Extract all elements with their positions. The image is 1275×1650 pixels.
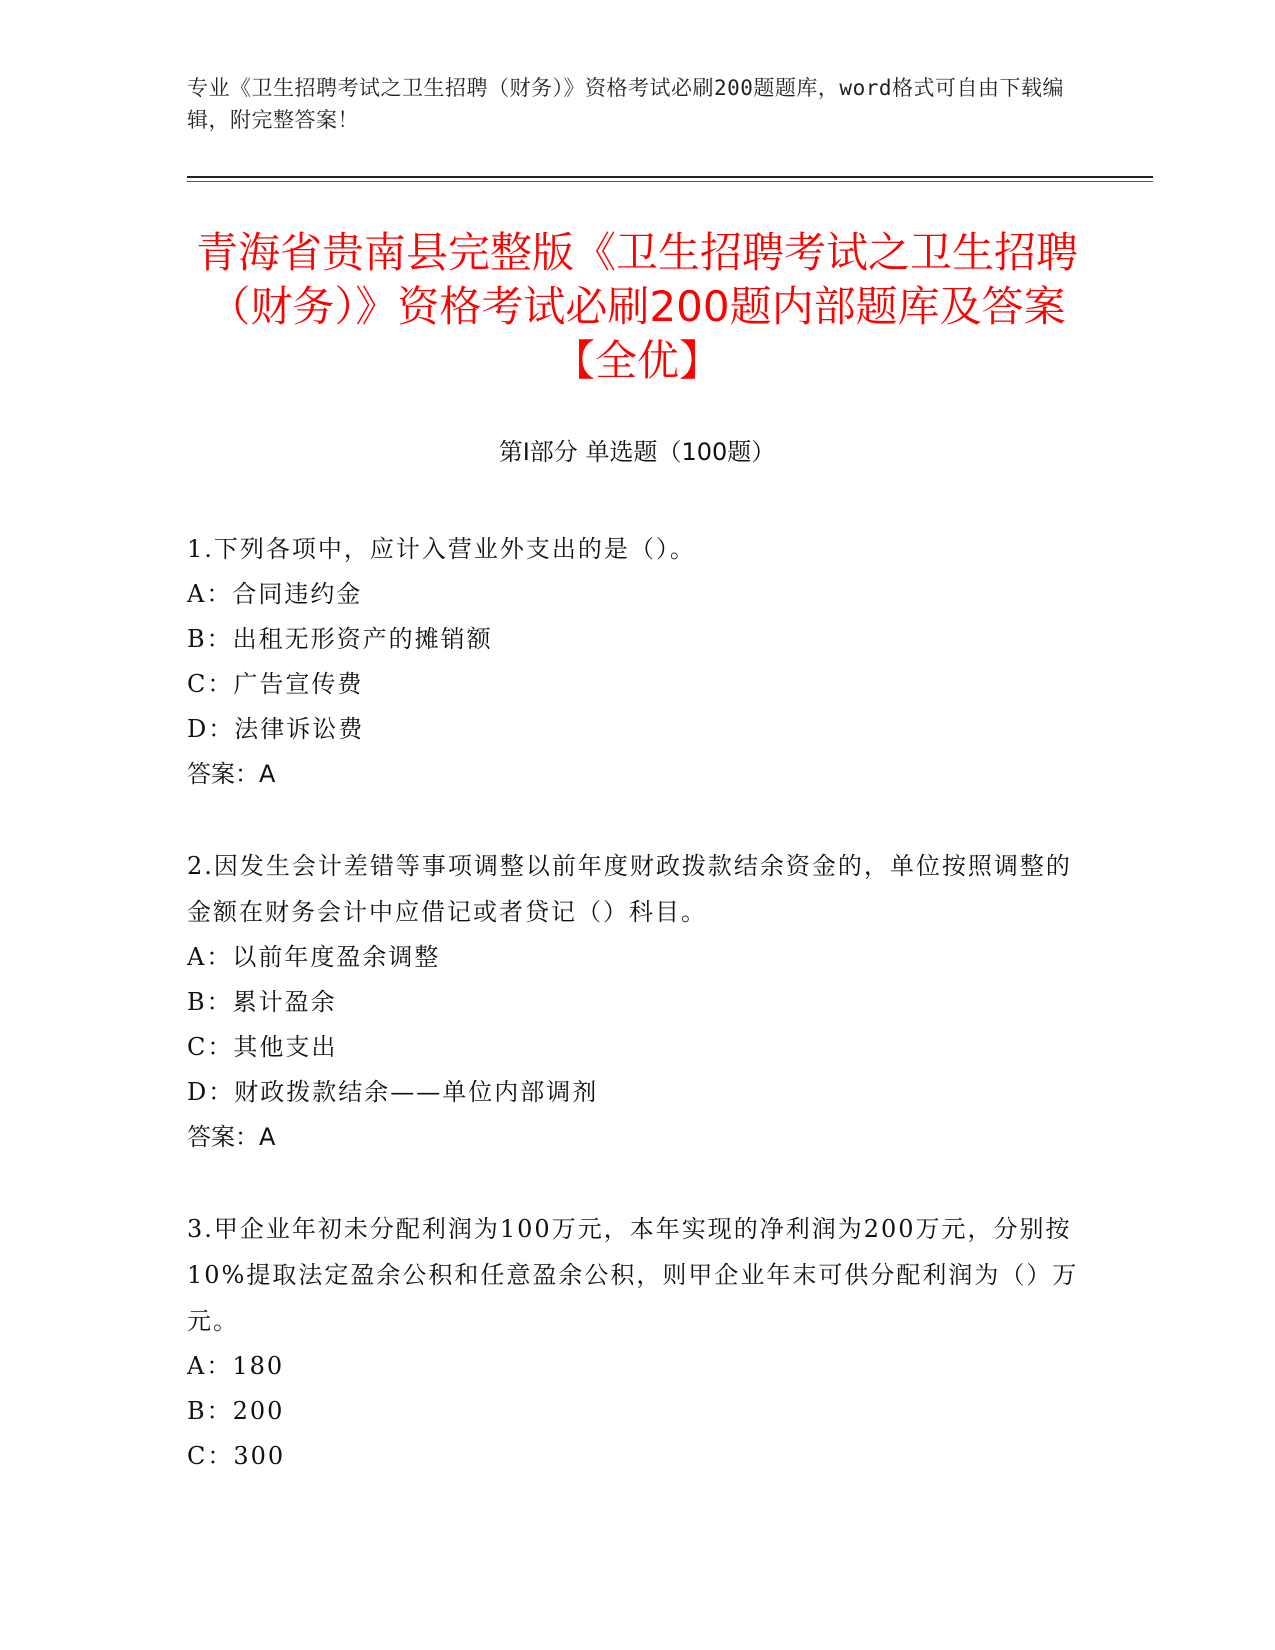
question-stem: 2.因发生会计差错等事项调整以前年度财政拨款结余资金的，单位按照调整的金额在财务会计中应借记或者贷记（）科目。 (187, 852, 1072, 926)
option-b: B：200 (187, 1397, 285, 1425)
question-list (187, 526, 1087, 1525)
question-stem: 3.甲企业年初未分配利润为100万元，本年实现的净利润为200万元，分别按10%提取法定盈余公积和任意盈余公积，则甲企业年末可供分配利润为（）万元。 (187, 1215, 1079, 1335)
question-1 (187, 526, 1087, 797)
header-divider (187, 176, 1153, 178)
option-d: D：财政拨款结余——单位内部调剂 (187, 1078, 599, 1106)
option-c: C：300 (187, 1442, 286, 1470)
question-stem: 1.下列各项中，应计入营业外支出的是（）。 (187, 535, 696, 563)
header-note: 专业《卫生招聘考试之卫生招聘（财务）》资格考试必刷200题题库，word格式可自由下载编辑，附完整答案！ (187, 76, 1064, 132)
document-title: 青海省贵南县完整版《卫生招聘考试之卫生招聘（财务）》资格考试必刷200题内部题库及答案【全优】 (195, 228, 1078, 385)
question-2 (187, 843, 1087, 1160)
answer: 答案：A (187, 1123, 276, 1151)
option-c: C：广告宣传费 (187, 670, 364, 698)
option-d: D：法律诉讼费 (187, 715, 365, 743)
header-divider-thin (187, 181, 1153, 182)
option-b: B：累计盈余 (187, 988, 337, 1016)
option-c: C：其他支出 (187, 1033, 338, 1061)
answer: 答案：A (187, 760, 276, 788)
section-title: 第I部分 单选题（100题） (498, 438, 776, 466)
option-b: B：出租无形资产的摊销额 (187, 625, 493, 653)
option-a: A：合同违约金 (187, 580, 363, 608)
option-a: A：180 (187, 1352, 285, 1380)
question-3 (187, 1206, 1087, 1479)
option-a: A：以前年度盈余调整 (187, 943, 441, 971)
